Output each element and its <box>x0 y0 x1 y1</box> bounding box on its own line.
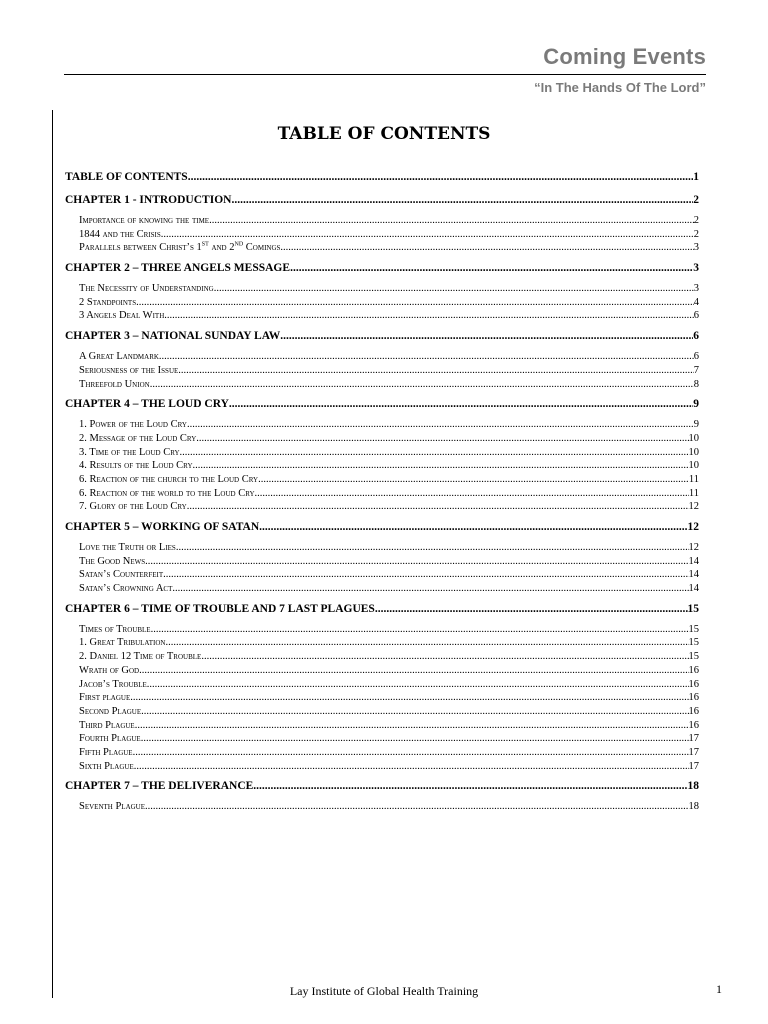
toc-section-entry[interactable] <box>65 664 699 678</box>
toc-section-group <box>65 282 699 323</box>
toc-leader-dots <box>193 459 689 473</box>
toc-leader-dots <box>229 393 693 416</box>
toc-page-number: 7 <box>693 364 699 376</box>
page-title: TABLE OF CONTENTS <box>277 124 491 144</box>
toc-leader-dots <box>150 378 694 392</box>
toc-section-label: The Necessity of Understanding <box>79 283 214 295</box>
toc-section-label: Satan’s Counterfeit <box>79 569 164 581</box>
toc-page-number: 15 <box>688 637 699 649</box>
toc-section-entry[interactable] <box>65 446 699 460</box>
toc-section-entry[interactable] <box>65 241 699 255</box>
toc-page-number: 14 <box>688 583 699 595</box>
toc-leader-dots <box>145 555 688 569</box>
toc-section-entry[interactable] <box>65 228 699 242</box>
toc-page-number: 16 <box>688 705 699 717</box>
toc-leader-dots <box>141 705 688 719</box>
toc-leader-dots <box>180 446 689 460</box>
toc-chapter-label: CHAPTER 3 – NATIONAL SUNDAY LAW <box>65 330 281 343</box>
toc-leader-dots <box>130 691 688 705</box>
toc-section-label: Sixth Plague <box>79 760 134 772</box>
toc-page-number: 14 <box>688 555 699 567</box>
toc-section-group <box>65 214 699 255</box>
toc-page-number: 18 <box>687 780 699 793</box>
toc-page-number: 12 <box>688 542 699 553</box>
toc-page-number: 6 <box>693 351 699 363</box>
toc-section-label: Second Plague <box>79 705 142 717</box>
toc-leader-dots <box>255 487 689 501</box>
toc-section-label: 1. Power of the Loud Cry <box>79 419 187 431</box>
toc-section-entry[interactable] <box>65 636 699 650</box>
running-header-title: Coming Events <box>543 44 706 69</box>
toc-section-label: 4. Results of the Loud Cry <box>79 460 193 472</box>
toc-page-number: 17 <box>688 746 699 758</box>
toc-leader-dots <box>258 473 689 487</box>
toc-page-number: 3 <box>693 242 699 254</box>
toc-chapter-entry[interactable] <box>65 516 699 539</box>
toc-section-entry[interactable] <box>65 378 699 392</box>
toc-chapter-label: CHAPTER 6 – TIME OF TROUBLE AND 7 LAST PLAGUES <box>65 602 375 615</box>
toc-chapter-label: CHAPTER 1 - INTRODUCTION <box>65 194 232 206</box>
toc-page-number: 10 <box>688 446 699 458</box>
toc-section-entry[interactable] <box>65 800 699 814</box>
toc-section-entry[interactable] <box>65 705 699 719</box>
toc-section-label: Seriousness of the Issue <box>79 364 179 376</box>
toc-section-entry[interactable] <box>65 623 699 637</box>
toc-section-group <box>65 800 699 814</box>
toc-section-label: 6. Reaction of the world to the Loud Cry <box>79 487 255 499</box>
toc-section-label: First plague <box>79 692 131 704</box>
toc-page-number: 15 <box>688 623 699 635</box>
margin-rule <box>52 110 53 998</box>
toc-page-number: 6 <box>693 330 699 343</box>
toc-section-entry[interactable] <box>65 296 699 310</box>
toc-page-number: 16 <box>688 664 699 676</box>
toc-section-entry[interactable] <box>65 732 699 746</box>
toc-leader-dots <box>134 760 689 774</box>
toc-leader-dots <box>178 364 693 378</box>
toc-leader-dots <box>187 418 694 432</box>
toc-section-entry[interactable] <box>65 309 699 323</box>
toc-section-label: Fourth Plague <box>79 733 141 745</box>
toc-section-entry[interactable] <box>65 459 699 473</box>
toc-leader-dots <box>201 650 688 664</box>
toc-section-group <box>65 350 699 391</box>
toc-section-group <box>65 541 699 596</box>
toc-section-label: 2. Daniel 12 Time of Trouble <box>79 651 202 663</box>
toc-chapter-entry[interactable] <box>65 257 699 280</box>
toc-leader-dots <box>280 241 693 255</box>
toc-leader-dots <box>145 800 688 814</box>
toc-chapter-label: TABLE OF CONTENTS <box>65 171 188 183</box>
toc-section-label: Importance of knowing the time <box>79 215 210 226</box>
toc-section-entry[interactable] <box>65 350 699 364</box>
toc-page-number: 14 <box>688 569 699 581</box>
toc-leader-dots <box>290 257 693 280</box>
toc-chapter-label: CHAPTER 4 – THE LOUD CRY <box>65 398 229 411</box>
toc-page-number: 12 <box>688 501 699 513</box>
toc-leader-dots <box>209 214 694 228</box>
toc-section-label: Jacob’s Trouble <box>79 678 147 690</box>
page-number: 1 <box>716 982 722 996</box>
toc-leader-dots <box>375 598 688 621</box>
footer-text: Lay Institute of Global Health Training <box>289 984 479 998</box>
toc-section-entry[interactable] <box>65 364 699 378</box>
toc-leader-dots <box>196 432 688 446</box>
toc-section-entry[interactable] <box>65 678 699 692</box>
toc-leader-dots <box>163 568 688 582</box>
toc-page-number: 1 <box>693 171 699 183</box>
toc-leader-dots <box>172 582 688 596</box>
toc-section-label: 1844 and the Crisis <box>79 228 161 240</box>
toc-chapter-label: CHAPTER 5 – WORKING OF SATAN <box>65 521 260 533</box>
toc-section-label: A Great Landmark <box>79 351 159 363</box>
toc-page-number: 16 <box>688 719 699 731</box>
toc-section-entry[interactable] <box>65 282 699 296</box>
toc-leader-dots <box>159 350 694 364</box>
toc-section-group <box>65 623 699 774</box>
toc-chapter-label: CHAPTER 7 – THE DELIVERANCE <box>65 780 254 793</box>
toc-leader-dots <box>139 664 688 678</box>
toc-page-number: 12 <box>687 521 699 533</box>
toc-section-label: Third Plague <box>79 719 135 731</box>
toc-section-label: The Good News <box>79 555 146 567</box>
toc-page-number: 9 <box>693 419 699 431</box>
toc-page-number: 16 <box>688 678 699 690</box>
toc-leader-dots <box>188 166 694 189</box>
toc-chapter-entry[interactable] <box>65 325 699 348</box>
toc-page-number: 11 <box>688 487 699 499</box>
toc-section-label: 2. Message of the Loud Cry <box>79 432 197 444</box>
toc-page-number: 17 <box>688 733 699 745</box>
toc-leader-dots <box>151 623 689 637</box>
toc-section-entry[interactable] <box>65 568 699 582</box>
toc-leader-dots <box>147 678 689 692</box>
toc-page-number: 2 <box>693 215 699 226</box>
toc-section-label: 1. Great Tribulation <box>79 637 166 649</box>
toc-leader-dots <box>133 746 689 760</box>
toc-leader-dots <box>253 775 687 798</box>
table-of-contents <box>65 166 699 816</box>
toc-leader-dots <box>187 500 689 514</box>
toc-page-number: 3 <box>693 262 699 275</box>
toc-page-number: 15 <box>687 602 699 615</box>
toc-leader-dots <box>280 325 693 348</box>
toc-leader-dots <box>176 541 689 555</box>
toc-section-entry[interactable] <box>65 500 699 514</box>
toc-section-entry[interactable] <box>65 214 699 228</box>
toc-page-number: 17 <box>688 760 699 772</box>
toc-page-number: 15 <box>688 651 699 663</box>
toc-page-number: 2 <box>693 228 699 240</box>
running-header-subtitle: “In The Hands Of The Lord” <box>534 80 706 95</box>
toc-chapter-entry[interactable] <box>65 166 699 189</box>
toc-section-entry[interactable] <box>65 650 699 664</box>
toc-section-entry[interactable] <box>65 432 699 446</box>
toc-page-number: 8 <box>693 378 699 390</box>
toc-section-label: Fifth Plague <box>79 746 133 758</box>
toc-page-number: 2 <box>693 194 699 206</box>
toc-page-number: 9 <box>693 398 699 411</box>
toc-page-number: 6 <box>693 310 699 322</box>
toc-leader-dots <box>165 636 688 650</box>
toc-section-label: Seventh Plague <box>79 801 146 813</box>
toc-section-label: Threefold Union <box>79 378 150 390</box>
toc-page-number: 3 <box>693 283 699 295</box>
toc-page-number: 11 <box>688 473 699 485</box>
toc-section-entry[interactable] <box>65 418 699 432</box>
toc-section-entry[interactable] <box>65 719 699 733</box>
toc-leader-dots <box>231 189 693 212</box>
toc-section-entry[interactable] <box>65 541 699 555</box>
toc-section-label: Love the Truth or Lies <box>79 542 176 553</box>
toc-section-entry[interactable] <box>65 691 699 705</box>
toc-section-entry[interactable] <box>65 760 699 774</box>
toc-section-label: Wrath of God <box>79 664 140 676</box>
toc-leader-dots <box>161 228 694 242</box>
toc-chapter-entry[interactable] <box>65 189 699 212</box>
toc-chapter-entry[interactable] <box>65 393 699 416</box>
toc-section-label: Satan’s Crowning Act <box>79 583 173 595</box>
toc-section-label: 7. Glory of the Loud Cry <box>79 501 187 513</box>
header-rule <box>64 74 706 75</box>
toc-page-number: 10 <box>688 460 699 472</box>
toc-section-label: 6. Reaction of the church to the Loud Cry <box>79 473 259 485</box>
toc-leader-dots <box>214 282 694 296</box>
toc-chapter-label: CHAPTER 2 – THREE ANGELS MESSAGE <box>65 262 291 275</box>
toc-section-entry[interactable] <box>65 487 699 501</box>
toc-chapter-entry[interactable] <box>65 598 699 621</box>
toc-chapter-entry[interactable] <box>65 775 699 798</box>
toc-section-entry[interactable] <box>65 582 699 596</box>
toc-page-number: 4 <box>693 296 699 308</box>
toc-page-number: 18 <box>688 801 699 813</box>
toc-leader-dots <box>135 719 689 733</box>
toc-section-entry[interactable] <box>65 555 699 569</box>
toc-section-label: 2 Standpoints <box>79 296 137 308</box>
toc-section-entry[interactable] <box>65 473 699 487</box>
toc-page-number: 16 <box>688 692 699 704</box>
toc-section-group <box>65 418 699 514</box>
toc-leader-dots <box>141 732 689 746</box>
toc-leader-dots <box>259 516 687 539</box>
toc-leader-dots <box>136 296 694 310</box>
toc-page-number: 10 <box>688 432 699 444</box>
toc-section-label: 3 Angels Deal With <box>79 310 165 322</box>
toc-section-label: Parallels between Christ’s 1ST and 2ND Comings <box>79 241 281 254</box>
toc-section-label: 3. Time of the Loud Cry <box>79 446 180 458</box>
toc-section-label: Times of Trouble <box>79 623 151 635</box>
toc-section-entry[interactable] <box>65 746 699 760</box>
toc-leader-dots <box>164 309 693 323</box>
